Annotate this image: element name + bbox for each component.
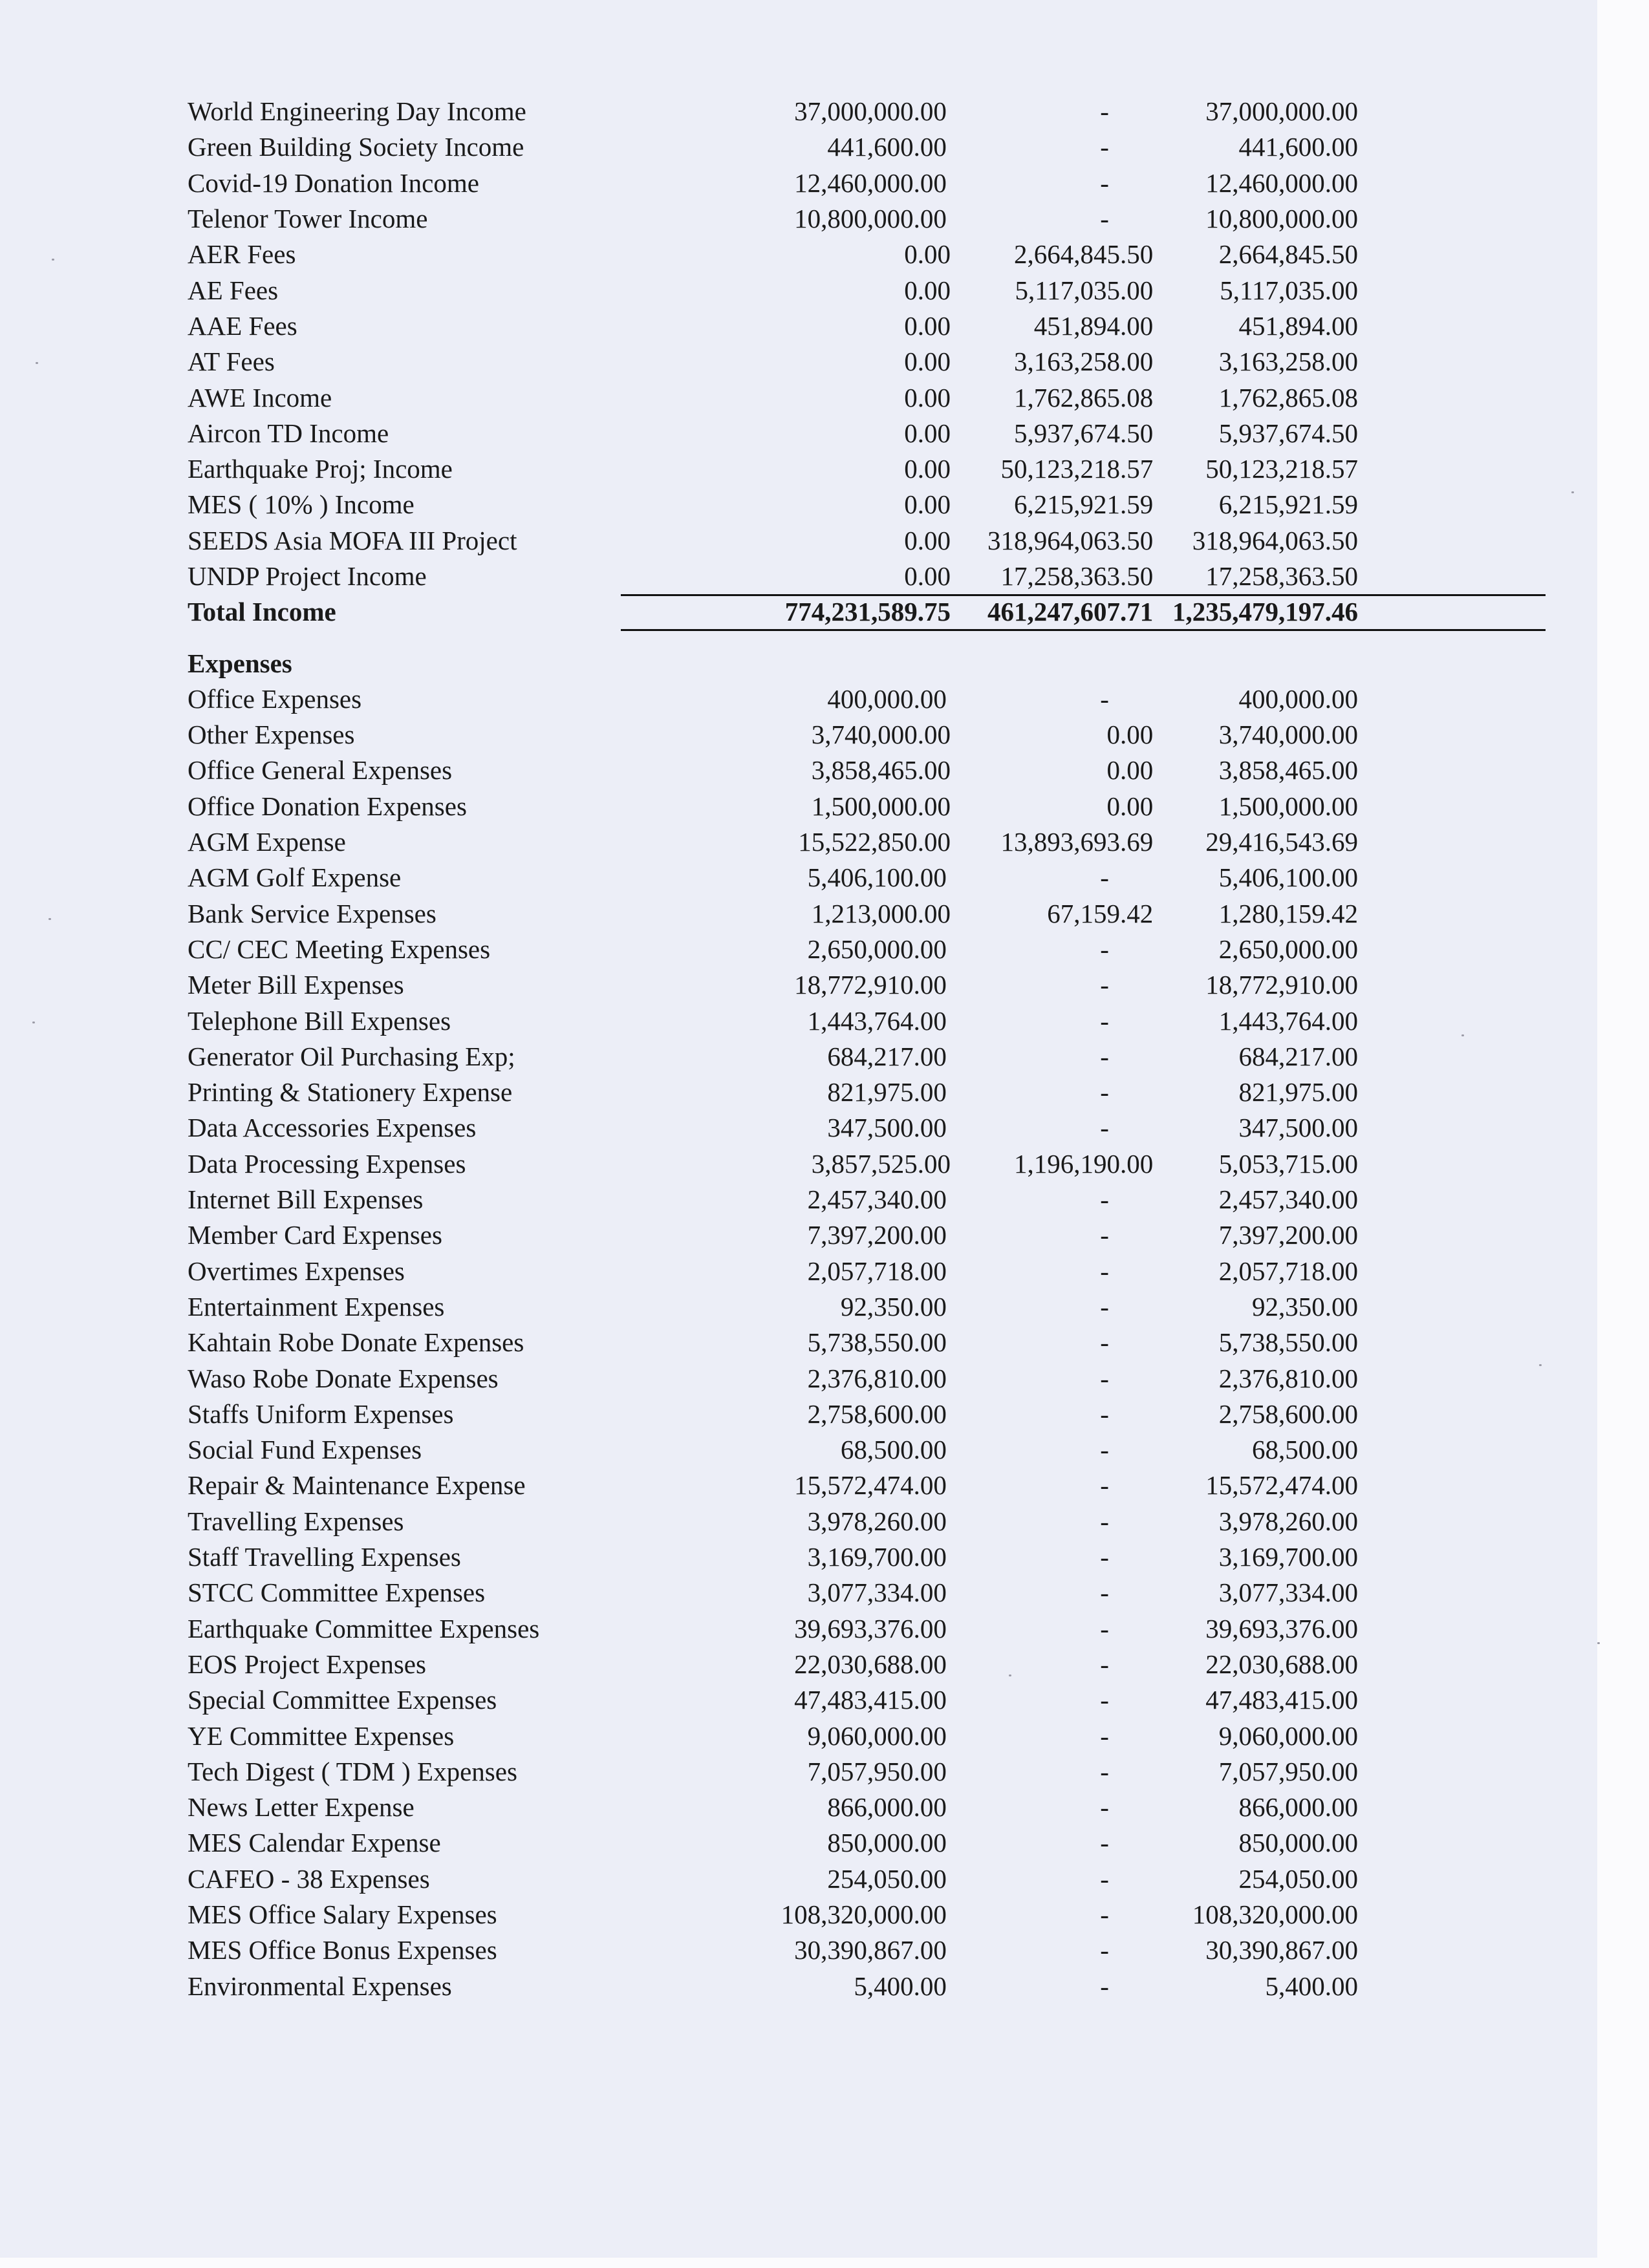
col-b-value: - xyxy=(1100,1506,1109,1536)
row-label: UNDP Project Income xyxy=(188,561,427,591)
col-a-value: 774,231,589.75 xyxy=(784,597,951,627)
col-b-value: - xyxy=(1100,1220,1109,1250)
col-a-value: 1,213,000.00 xyxy=(811,898,951,928)
col-b-value: - xyxy=(1100,1685,1109,1715)
col-b-value: - xyxy=(1100,1184,1109,1215)
col-b-value: - xyxy=(1100,1077,1109,1107)
col-a-value: 400,000.00 xyxy=(827,683,947,714)
row-label: Aircon TD Income xyxy=(188,418,389,448)
row-label: Earthquake Proj; Income xyxy=(188,454,453,484)
col-c-value: 1,280,159.42 xyxy=(1218,898,1358,928)
income-row xyxy=(188,451,1358,487)
expense-row xyxy=(188,1825,1358,1861)
row-label: Tech Digest ( TDM ) Expenses xyxy=(188,1756,517,1786)
col-b-value: 0.00 xyxy=(1106,720,1154,750)
row-label: Environmental Expenses xyxy=(188,1971,452,2001)
col-a-value: 9,060,000.00 xyxy=(807,1720,947,1751)
col-c-value: 3,169,700.00 xyxy=(1218,1542,1358,1572)
row-label: Travelling Expenses xyxy=(188,1506,404,1536)
col-a-value: 5,738,550.00 xyxy=(807,1327,947,1358)
col-a-value: 0.00 xyxy=(904,347,951,377)
expense-row xyxy=(188,1182,1358,1217)
col-c-value: 1,500,000.00 xyxy=(1218,791,1358,821)
col-b-value: - xyxy=(1100,1935,1109,1965)
col-b-value: - xyxy=(1100,1720,1109,1751)
col-b-value: 3,163,258.00 xyxy=(1014,347,1154,377)
expense-row xyxy=(188,1539,1358,1575)
col-a-value: 2,650,000.00 xyxy=(807,934,947,964)
col-b-value: - xyxy=(1100,1398,1109,1429)
col-a-value: 39,693,376.00 xyxy=(794,1613,947,1643)
income-section xyxy=(188,94,1358,594)
col-a-value: 3,858,465.00 xyxy=(811,755,951,786)
col-c-value: 15,572,474.00 xyxy=(1205,1470,1358,1501)
col-b-value: - xyxy=(1100,1649,1109,1679)
col-c-value: 821,975.00 xyxy=(1238,1077,1358,1107)
row-label: SEEDS Asia MOFA III Project xyxy=(188,525,517,555)
col-a-value: 254,050.00 xyxy=(827,1863,947,1894)
row-label: Printing & Stationery Expense xyxy=(188,1077,513,1107)
row-label: Staffs Uniform Expenses xyxy=(188,1398,454,1429)
col-a-value: 347,500.00 xyxy=(827,1113,947,1143)
row-label: Office Expenses xyxy=(188,683,362,714)
col-c-value: 47,483,415.00 xyxy=(1205,1685,1358,1715)
income-row xyxy=(188,380,1358,415)
col-c-value: 50,123,218.57 xyxy=(1205,454,1358,484)
col-b-value: - xyxy=(1100,96,1109,127)
expense-row xyxy=(188,1289,1358,1325)
row-label: Earthquake Committee Expenses xyxy=(188,1613,540,1643)
col-c-value: 68,500.00 xyxy=(1252,1435,1358,1465)
expenses-heading-row xyxy=(188,645,1358,681)
income-row xyxy=(188,94,1358,129)
col-a-value: 2,376,810.00 xyxy=(807,1363,947,1393)
col-c-value: 3,858,465.00 xyxy=(1218,755,1358,786)
col-b-value: - xyxy=(1100,132,1109,162)
col-a-value: 0.00 xyxy=(904,418,951,448)
col-a-value: 2,057,718.00 xyxy=(807,1256,947,1286)
col-a-value: 5,400.00 xyxy=(854,1971,947,2001)
row-label: EOS Project Expenses xyxy=(188,1649,426,1679)
col-c-value: 1,235,479,197.46 xyxy=(1172,597,1358,627)
col-a-value: 7,397,200.00 xyxy=(807,1220,947,1250)
row-label: Covid-19 Donation Income xyxy=(188,167,479,198)
col-b-value: - xyxy=(1100,1542,1109,1572)
col-a-value: 68,500.00 xyxy=(840,1435,947,1465)
col-c-value: 1,443,764.00 xyxy=(1218,1005,1358,1036)
col-c-value: 5,738,550.00 xyxy=(1218,1327,1358,1358)
col-c-value: 318,964,063.50 xyxy=(1192,525,1358,555)
col-c-value: 3,740,000.00 xyxy=(1218,720,1358,750)
col-b-value: - xyxy=(1100,1363,1109,1393)
col-c-value: 18,772,910.00 xyxy=(1205,970,1358,1000)
col-a-value: 821,975.00 xyxy=(827,1077,947,1107)
col-b-value: 1,196,190.00 xyxy=(1014,1148,1154,1179)
expense-row xyxy=(188,1861,1358,1897)
col-c-value: 400,000.00 xyxy=(1238,683,1358,714)
row-label: Internet Bill Expenses xyxy=(188,1184,424,1215)
spacer xyxy=(188,630,1358,645)
col-b-value: - xyxy=(1100,167,1109,198)
income-row xyxy=(188,129,1358,165)
row-label: MES Office Salary Expenses xyxy=(188,1899,497,1929)
col-a-value: 3,077,334.00 xyxy=(807,1578,947,1608)
col-c-value: 3,163,258.00 xyxy=(1218,347,1358,377)
col-a-value: 108,320,000.00 xyxy=(781,1899,947,1929)
row-label: Data Accessories Expenses xyxy=(188,1113,477,1143)
row-label: Data Processing Expenses xyxy=(188,1148,466,1179)
col-a-value: 15,522,850.00 xyxy=(798,827,951,857)
col-c-value: 3,978,260.00 xyxy=(1218,1506,1358,1536)
income-row xyxy=(188,344,1358,380)
col-a-value: 5,406,100.00 xyxy=(807,862,947,893)
expense-row xyxy=(188,1682,1358,1718)
col-b-value: - xyxy=(1100,1828,1109,1858)
row-label: Special Committee Expenses xyxy=(188,1685,497,1715)
col-b-value: - xyxy=(1100,1899,1109,1929)
col-c-value: 2,650,000.00 xyxy=(1218,934,1358,964)
col-a-value: 0.00 xyxy=(904,239,951,270)
expense-row xyxy=(188,1003,1358,1038)
col-a-value: 3,978,260.00 xyxy=(807,1506,947,1536)
expense-row xyxy=(188,717,1358,753)
row-label: Generator Oil Purchasing Exp; xyxy=(188,1041,515,1071)
col-b-value: - xyxy=(1100,934,1109,964)
row-label: Telephone Bill Expenses xyxy=(188,1005,451,1036)
expense-section xyxy=(188,681,1358,2004)
expense-row xyxy=(188,1932,1358,1968)
income-row xyxy=(188,237,1358,272)
col-c-value: 92,350.00 xyxy=(1252,1291,1358,1321)
col-b-value: - xyxy=(1100,204,1109,234)
col-c-value: 684,217.00 xyxy=(1238,1041,1358,1071)
col-b-value: - xyxy=(1100,1256,1109,1286)
row-label: Staff Travelling Expenses xyxy=(188,1542,461,1572)
income-row xyxy=(188,487,1358,522)
row-label: Social Fund Expenses xyxy=(188,1435,422,1465)
col-c-value: 5,406,100.00 xyxy=(1218,862,1358,893)
col-c-value: 30,390,867.00 xyxy=(1205,1935,1358,1965)
col-a-value: 0.00 xyxy=(904,525,951,555)
row-label: Telenor Tower Income xyxy=(188,204,428,234)
col-c-value: 17,258,363.50 xyxy=(1205,561,1358,591)
expense-row xyxy=(188,896,1358,932)
row-label: CAFEO - 38 Expenses xyxy=(188,1863,430,1894)
col-b-value: - xyxy=(1100,1792,1109,1823)
col-c-value: 9,060,000.00 xyxy=(1218,1720,1358,1751)
col-a-value: 7,057,950.00 xyxy=(807,1756,947,1786)
col-a-value: 850,000.00 xyxy=(827,1828,947,1858)
col-c-value: 2,376,810.00 xyxy=(1218,1363,1358,1393)
expense-row xyxy=(188,1075,1358,1110)
expense-row xyxy=(188,1647,1358,1682)
col-b-value: 17,258,363.50 xyxy=(1000,561,1154,591)
col-c-value: 5,117,035.00 xyxy=(1220,275,1358,305)
income-row xyxy=(188,559,1358,594)
row-label: CC/ CEC Meeting Expenses xyxy=(188,934,491,964)
row-label: AAE Fees xyxy=(188,310,297,341)
scan-margin-right xyxy=(1597,0,1649,2268)
col-b-value: 50,123,218.57 xyxy=(1000,454,1154,484)
income-row xyxy=(188,166,1358,201)
expense-row xyxy=(188,860,1358,895)
expense-row xyxy=(188,1790,1358,1825)
col-c-value: 1,762,865.08 xyxy=(1218,382,1358,412)
col-b-value: - xyxy=(1100,1041,1109,1071)
col-b-value: 318,964,063.50 xyxy=(987,525,1154,555)
col-a-value: 3,169,700.00 xyxy=(807,1542,947,1572)
row-label: STCC Committee Expenses xyxy=(188,1578,486,1608)
ledger-table xyxy=(188,94,1358,2004)
col-b-value: 6,215,921.59 xyxy=(1014,489,1154,520)
col-c-value: 7,397,200.00 xyxy=(1218,1220,1358,1250)
row-label: Other Expenses xyxy=(188,720,355,750)
col-a-value: 441,600.00 xyxy=(827,132,947,162)
col-a-value: 2,758,600.00 xyxy=(807,1398,947,1429)
col-b-value: 1,762,865.08 xyxy=(1014,382,1154,412)
col-b-value: - xyxy=(1100,1435,1109,1465)
row-label: Bank Service Expenses xyxy=(188,898,436,928)
expenses-heading: Expenses xyxy=(188,648,292,678)
col-a-value: 92,350.00 xyxy=(840,1291,947,1321)
col-b-value: - xyxy=(1100,683,1109,714)
expense-row xyxy=(188,932,1358,967)
expense-row xyxy=(188,967,1358,1003)
col-a-value: 10,800,000.00 xyxy=(794,204,947,234)
col-c-value: 7,057,950.00 xyxy=(1218,1756,1358,1786)
row-label: Member Card Expenses xyxy=(188,1220,442,1250)
expense-row xyxy=(188,1039,1358,1075)
col-a-value: 684,217.00 xyxy=(827,1041,947,1071)
row-label: YE Committee Expenses xyxy=(188,1720,455,1751)
income-row xyxy=(188,308,1358,344)
col-b-value: - xyxy=(1100,1005,1109,1036)
income-row xyxy=(188,201,1358,237)
expense-row xyxy=(188,1897,1358,1932)
col-a-value: 0.00 xyxy=(904,310,951,341)
col-b-value: - xyxy=(1100,1971,1109,2001)
col-a-value: 0.00 xyxy=(904,275,951,305)
expense-row xyxy=(188,681,1358,717)
col-c-value: 254,050.00 xyxy=(1238,1863,1358,1894)
col-a-value: 0.00 xyxy=(904,561,951,591)
col-c-value: 441,600.00 xyxy=(1238,132,1358,162)
col-c-value: 451,894.00 xyxy=(1238,310,1358,341)
col-a-value: 1,500,000.00 xyxy=(811,791,951,821)
col-b-value: - xyxy=(1100,1327,1109,1358)
col-b-value: - xyxy=(1100,1470,1109,1501)
col-c-value: 2,664,845.50 xyxy=(1218,239,1358,270)
col-c-value: 12,460,000.00 xyxy=(1205,167,1358,198)
total-income-row xyxy=(188,594,1358,630)
row-label: Repair & Maintenance Expense xyxy=(188,1470,526,1501)
row-label: Office Donation Expenses xyxy=(188,791,467,821)
col-c-value: 347,500.00 xyxy=(1238,1113,1358,1143)
scan-margin-bottom xyxy=(0,2258,1649,2268)
col-a-value: 0.00 xyxy=(904,454,951,484)
expense-row xyxy=(188,1110,1358,1146)
income-row xyxy=(188,416,1358,451)
row-label: Entertainment Expenses xyxy=(188,1291,445,1321)
col-b-value: 2,664,845.50 xyxy=(1014,239,1154,270)
col-b-value: - xyxy=(1100,1113,1109,1143)
col-a-value: 37,000,000.00 xyxy=(794,96,947,127)
col-b-value: - xyxy=(1100,1291,1109,1321)
row-label: World Engineering Day Income xyxy=(188,96,526,127)
expense-row xyxy=(188,1504,1358,1539)
col-a-value: 3,740,000.00 xyxy=(811,720,951,750)
row-label: Kahtain Robe Donate Expenses xyxy=(188,1327,524,1358)
col-c-value: 22,030,688.00 xyxy=(1205,1649,1358,1679)
col-b-value: - xyxy=(1100,1578,1109,1608)
col-a-value: 12,460,000.00 xyxy=(794,167,947,198)
col-b-value: 461,247,607.71 xyxy=(987,597,1154,627)
col-a-value: 22,030,688.00 xyxy=(794,1649,947,1679)
col-b-value: - xyxy=(1100,970,1109,1000)
expense-row xyxy=(188,1432,1358,1468)
expense-row xyxy=(188,1754,1358,1790)
expense-row xyxy=(188,1325,1358,1360)
col-a-value: 18,772,910.00 xyxy=(794,970,947,1000)
row-label: AGM Golf Expense xyxy=(188,862,402,893)
col-c-value: 5,053,715.00 xyxy=(1218,1148,1358,1179)
col-c-value: 2,758,600.00 xyxy=(1218,1398,1358,1429)
col-b-value: - xyxy=(1100,1613,1109,1643)
row-label: Meter Bill Expenses xyxy=(188,970,404,1000)
col-c-value: 37,000,000.00 xyxy=(1205,96,1358,127)
row-label: MES ( 10% ) Income xyxy=(188,489,415,520)
col-c-value: 866,000.00 xyxy=(1238,1792,1358,1823)
col-c-value: 39,693,376.00 xyxy=(1205,1613,1358,1643)
income-row xyxy=(188,523,1358,559)
col-a-value: 1,443,764.00 xyxy=(807,1005,947,1036)
col-b-value: 5,937,674.50 xyxy=(1014,418,1154,448)
col-a-value: 0.00 xyxy=(904,382,951,412)
row-label: Overtimes Expenses xyxy=(188,1256,405,1286)
row-label: AE Fees xyxy=(188,275,279,305)
col-c-value: 6,215,921.59 xyxy=(1218,489,1358,520)
col-a-value: 2,457,340.00 xyxy=(807,1184,947,1215)
col-c-value: 850,000.00 xyxy=(1238,1828,1358,1858)
expense-row xyxy=(188,1360,1358,1396)
expense-row xyxy=(188,824,1358,860)
col-b-value: - xyxy=(1100,1756,1109,1786)
col-b-value: 67,159.42 xyxy=(1047,898,1154,928)
col-c-value: 29,416,543.69 xyxy=(1205,827,1358,857)
col-a-value: 0.00 xyxy=(904,489,951,520)
expense-row xyxy=(188,753,1358,788)
income-row xyxy=(188,272,1358,308)
row-label: Green Building Society Income xyxy=(188,132,524,162)
row-label: Total Income xyxy=(188,597,336,627)
col-c-value: 10,800,000.00 xyxy=(1205,204,1358,234)
col-a-value: 3,857,525.00 xyxy=(811,1148,951,1179)
col-c-value: 5,400.00 xyxy=(1265,1971,1358,2001)
expense-row xyxy=(188,1468,1358,1503)
col-b-value: - xyxy=(1100,862,1109,893)
expense-row xyxy=(188,1254,1358,1289)
expense-row xyxy=(188,1968,1358,2004)
row-label: MES Office Bonus Expenses xyxy=(188,1935,497,1965)
col-c-value: 2,457,340.00 xyxy=(1218,1184,1358,1215)
expense-row xyxy=(188,1575,1358,1610)
col-b-value: 0.00 xyxy=(1106,791,1154,821)
row-label: AGM Expense xyxy=(188,827,346,857)
row-label: AWE Income xyxy=(188,382,332,412)
col-c-value: 3,077,334.00 xyxy=(1218,1578,1358,1608)
row-label: AER Fees xyxy=(188,239,296,270)
col-c-value: 108,320,000.00 xyxy=(1192,1899,1358,1929)
col-c-value: 5,937,674.50 xyxy=(1218,418,1358,448)
expense-row xyxy=(188,1718,1358,1753)
col-a-value: 30,390,867.00 xyxy=(794,1935,947,1965)
col-a-value: 15,572,474.00 xyxy=(794,1470,947,1501)
col-b-value: 451,894.00 xyxy=(1033,310,1154,341)
col-c-value: 2,057,718.00 xyxy=(1218,1256,1358,1286)
row-label: AT Fees xyxy=(188,347,275,377)
col-a-value: 47,483,415.00 xyxy=(794,1685,947,1715)
row-label: MES Calendar Expense xyxy=(188,1828,441,1858)
expense-row xyxy=(188,1217,1358,1253)
col-b-value: - xyxy=(1100,1863,1109,1894)
row-label: News Letter Expense xyxy=(188,1792,415,1823)
col-a-value: 866,000.00 xyxy=(827,1792,947,1823)
expense-row xyxy=(188,1396,1358,1432)
expense-row xyxy=(188,1610,1358,1646)
col-b-value: 0.00 xyxy=(1106,755,1154,786)
col-b-value: 13,893,693.69 xyxy=(1000,827,1154,857)
expense-row xyxy=(188,789,1358,824)
col-b-value: 5,117,035.00 xyxy=(1015,275,1154,305)
row-label: Office General Expenses xyxy=(188,755,453,786)
expense-row xyxy=(188,1146,1358,1182)
row-label: Waso Robe Donate Expenses xyxy=(188,1363,499,1393)
